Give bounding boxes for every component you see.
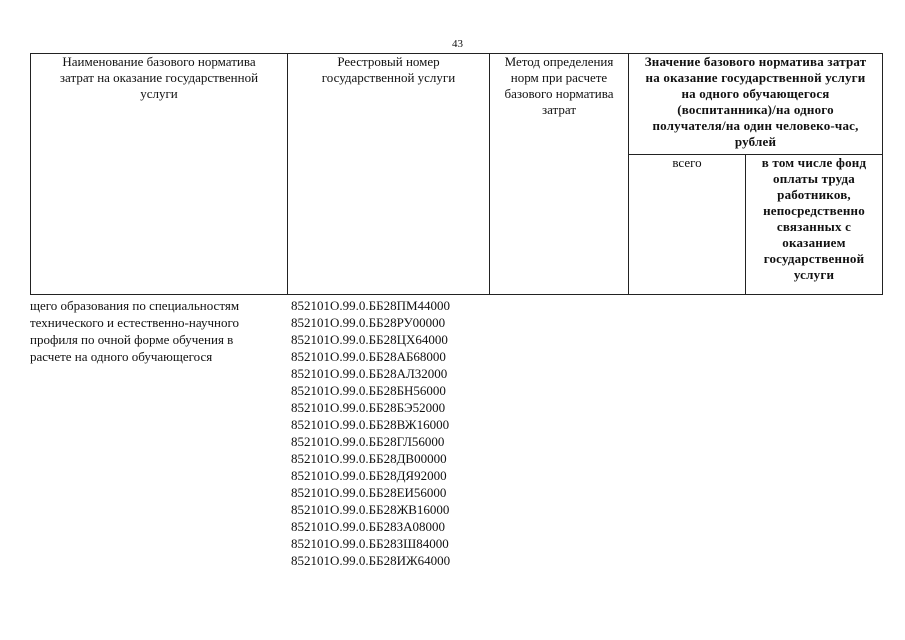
header-cell-method: Метод определения норм при расчете базового норматива затрат xyxy=(490,54,629,295)
registry-code: 852101О.99.0.ББ28ЖВ16000 xyxy=(291,502,450,517)
norms-table-header xyxy=(30,53,883,295)
registry-code: 852101О.99.0.ББ28ЗШ84000 xyxy=(291,536,449,551)
registry-code: 852101О.99.0.ББ28ЕИ56000 xyxy=(291,485,447,500)
registry-codes-list xyxy=(291,297,450,569)
registry-code: 852101О.99.0.ББ28АБ68000 xyxy=(291,349,446,364)
registry-code: 852101О.99.0.ББ28ГЛ56000 xyxy=(291,434,445,449)
registry-code: 852101О.99.0.ББ28БЭ52000 xyxy=(291,400,446,415)
page-number: 43 xyxy=(452,38,463,50)
registry-code: 852101О.99.0.ББ28АЛ32000 xyxy=(291,366,448,381)
registry-code: 852101О.99.0.ББ28РУ00000 xyxy=(291,315,446,330)
registry-code: 852101О.99.0.ББ28БН56000 xyxy=(291,383,446,398)
header-cell-total: всего xyxy=(629,154,746,294)
registry-code: 852101О.99.0.ББ28ДВ00000 xyxy=(291,451,447,466)
registry-code: 852101О.99.0.ББ28ВЖ16000 xyxy=(291,417,450,432)
registry-code: 852101О.99.0.ББ28ИЖ64000 xyxy=(291,553,451,568)
header-cell-norm-name: Наименование базового норматива затрат на оказание государственной услуги xyxy=(31,54,288,295)
registry-code: 852101О.99.0.ББ28ЦХ64000 xyxy=(291,332,448,347)
service-description: щего образования по специальностям технического и естественно-научного профиля по очной форме обучения в расчете на одного обучающегося xyxy=(30,298,240,364)
registry-code: 852101О.99.0.ББ28ПМ44000 xyxy=(291,298,451,313)
registry-code: 852101О.99.0.ББ28ЗА08000 xyxy=(291,519,445,534)
header-cell-wage-fund: в том числе фонд оплаты труда работников, непосредственно связанных с оказанием государственной услуги xyxy=(746,154,883,294)
registry-code: 852101О.99.0.ББ28ДЯ92000 xyxy=(291,468,447,483)
header-cell-norm-value: Значение базового норматива затрат на оказание государственной услуги на одного обучающегося (воспитанника)/на одного получателя/на один человеко-час, рублей xyxy=(629,54,883,155)
header-cell-registry-number: Реестровый номер государственной услуги xyxy=(288,54,490,295)
